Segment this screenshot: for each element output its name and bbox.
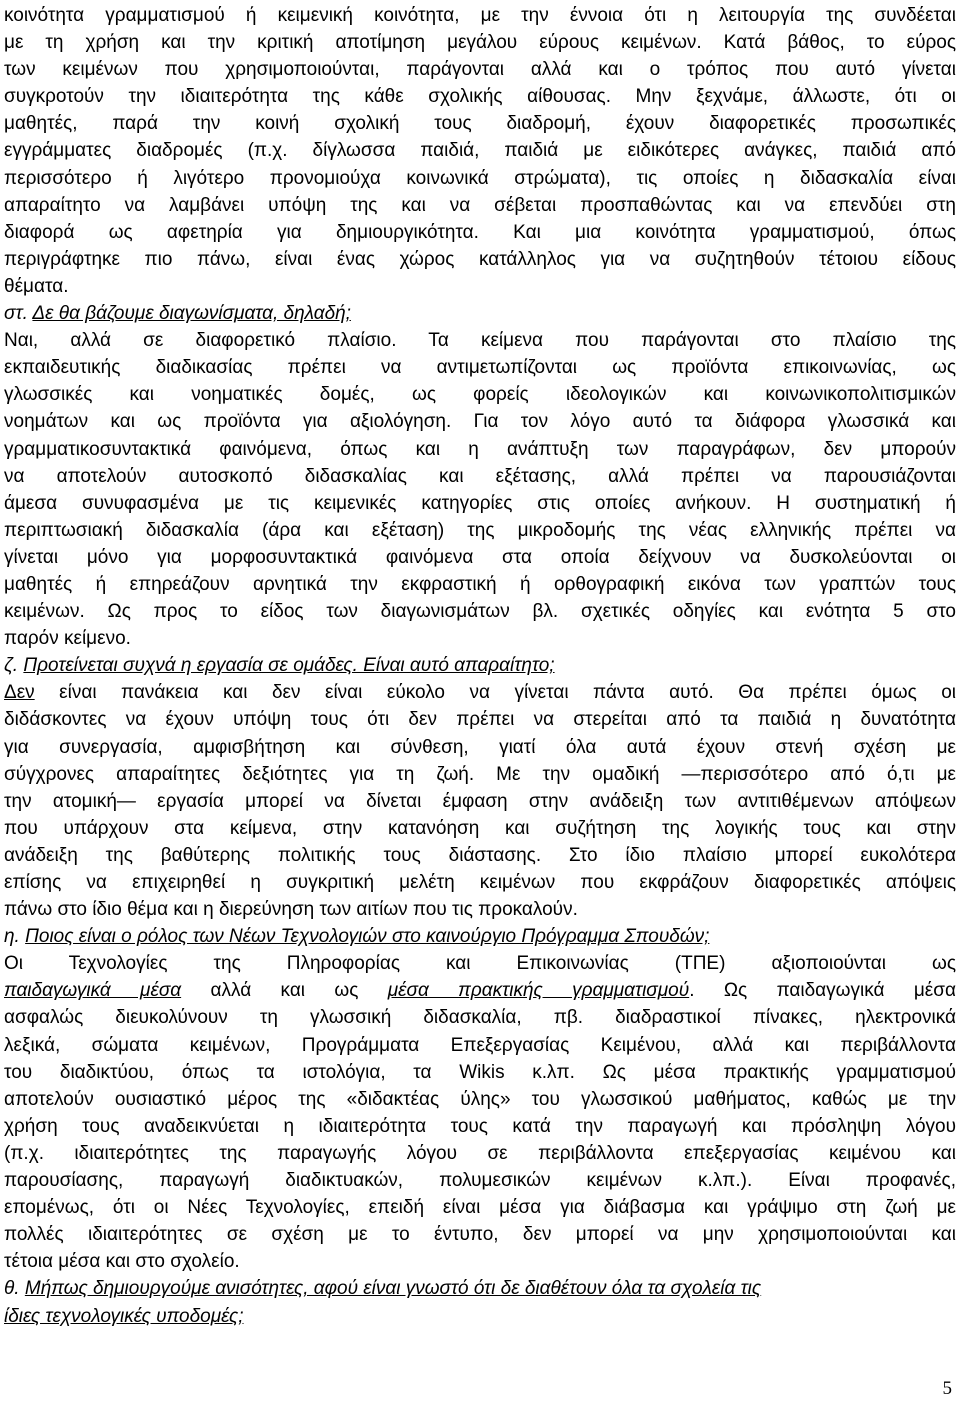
text-line: περισσότερο ή λιγότερο προνομιούχα κοινωνικά στρώματα), τις οποίες η διδασκαλία είναι — [4, 167, 956, 189]
section-label: η. — [4, 926, 20, 948]
text-line: ανάδειξη της βαθύτερης πολιτικής τους διάστασης. Στο ίδιο πλαίσιο μπορεί ευκολότερα — [4, 844, 956, 866]
text-line: με τη χρήση και την κριτική αποτίμηση μεγάλου εύρους κειμένων. Κατά βάθος, το εύρος — [4, 32, 956, 54]
section-label: στ. — [4, 303, 28, 325]
text-line: των κειμένων που χρησιμοποιούνται, παράγονται αλλά και ο τρόπος που αυτό γίνεται — [4, 59, 956, 81]
plain-text: αλλά και ως — [181, 980, 388, 1002]
section-heading-i — [4, 923, 956, 950]
text-line: άμεσα συνυφασμένα με τις κειμενικές κατηγορίες στις οποίες ανήκουν. Η συστηματική ή — [4, 492, 956, 514]
section-question: Δε θα βάζουμε διαγωνίσματα, δηλαδή; — [32, 303, 351, 325]
page-number: 5 — [942, 1378, 952, 1399]
text-line: θέματα. — [4, 275, 69, 297]
section-label: θ. — [4, 1278, 20, 1300]
text-line: γραμματικοσυντακτικά φαινόμενα, όπως και η ανάπτυξη των παραγράφων, δεν μπορούν — [4, 438, 956, 460]
section-question: Προτείνεται συχνά η εργασία σε ομάδες. Είναι αυτό απαραίτητο; — [23, 655, 555, 677]
section-heading-z — [4, 652, 956, 679]
section-heading-th-continued — [4, 1303, 956, 1330]
text-line — [4, 977, 956, 1004]
text-line: κοινότητα γραμματισμού ή κειμενική κοινότητα, με την έννοια ότι η λειτουργία της συνδέεται — [4, 5, 956, 26]
emphasis-text: μέσα πρακτικής γραμματισμού — [387, 980, 690, 1002]
text-line: επομένως, ότι οι Νέες Τεχνολογίες, επειδή είναι μέσα για διάβασμα και γράψιμο στη ζωή με — [4, 1197, 956, 1219]
text-line: να αποτελούν αυτοσκοπό διδασκαλίας και εξέτασης, αλλά πρέπει να παρουσιάζονται — [4, 465, 956, 487]
text-line: ασφαλώς διευκολύνουν τη γλωσσική διδασκαλία, πβ. διαδραστικοί πίνακες, ηλεκτρονικά — [4, 1007, 956, 1029]
section-heading-th — [4, 1275, 956, 1302]
text-line: πολλές ιδιαιτερότητες σε σχέση με το έντυπο, δεν μπορεί να μην χρησιμοποιούνται και — [4, 1224, 956, 1246]
text-line: γίνεται μόνο για μορφοσυντακτικά φαινόμενα στα οποία δείχνουν να δυσκολεύονται οι — [4, 546, 956, 568]
text-line — [4, 679, 956, 706]
text-line: που υπάρχουν στα κείμενα, στην κατανόηση και συζήτηση της λογικής τους και στην — [4, 817, 956, 839]
text-line: διαφορά ως αφετηρία για δημιουργικότητα. Και μια κοινότητα γραμματισμού, όπως — [4, 221, 956, 243]
text-line: του διαδικτύου, όπως τα ιστολόγια, τα Wikis κ.λπ. Ως μέσα πρακτικής γραμματισμού — [4, 1061, 956, 1083]
text-line: σύγχρονες απαραίτητες δεξιότητες για τη ζωή. Με την ομαδική —περισσότερο από ό,τι με — [4, 763, 956, 785]
text-line: περιγράφτηκε πιο πάνω, είναι ένας χώρος κατάλληλος για να συζητηθούν τέτοιου είδους — [4, 248, 956, 270]
section-heading-st — [4, 300, 956, 327]
text-line: εκπαιδευτικής διαδικασίας πρέπει να αντιμετωπίζονται ως προϊόντα επικοινωνίας, ως — [4, 357, 956, 379]
text-line: εγγράμματες διαδρομές (π.χ. δίγλωσσα παιδιά, παιδιά με ειδικότερες ανάγκες, παιδιά από — [4, 140, 956, 162]
text-line: παρόν κείμενο. — [4, 628, 131, 650]
text-line: χρήση τους αναδεικνύεται η ιδιαιτερότητα τους κατά την παραγωγή και πρόσληψη λόγου — [4, 1115, 956, 1137]
first-word: Δεν — [4, 682, 35, 704]
section-question: Ποιος είναι ο ρόλος των Νέων Τεχνολογιών στο καινούργιο Πρόγραμμα Σπουδών; — [25, 926, 710, 948]
text-line: συγκροτούν την ιδιαιτερότητα της κάθε σχολικής αίθουσας. Μην ξεχνάμε, άλλωστε, ότι οι — [4, 86, 956, 108]
text-line: πάνω στο ίδιο θέμα και η διερεύνηση των αιτίων που τις προκαλούν. — [4, 899, 578, 921]
text-line: αποτελούν ουσιαστικό μέρος της «διδακτέας ύλης» του γλωσσικού μαθήματος, καθώς με την — [4, 1088, 956, 1110]
text-line: Οι Τεχνολογίες της Πληροφορίας και Επικοινωνίας (ΤΠΕ) αξιοποιούνται ως — [4, 953, 956, 975]
section-question: Μήπως δημιουργούμε ανισότητες, αφού είναι γνωστό ότι δε διαθέτουν όλα τα σχολεία τις — [24, 1278, 762, 1300]
text-line: μαθητές ή επηρεάζουν αρνητικά την εκφραστική ή ορθογραφική εικόνα των γραπτών τους — [4, 573, 956, 595]
text-line: τέτοια μέσα και στο σχολείο. — [4, 1251, 240, 1273]
emphasis-text: παιδαγωγικά μέσα — [4, 980, 182, 1002]
text-line: λεξικά, σώματα κειμένων, Προγράμματα Επεξεργασίας Κειμένου, αλλά και περιβάλλοντα — [4, 1034, 956, 1056]
text-line: επίσης να επιχειρηθεί η συγκριτική μελέτη κειμένων που εκφράζουν διαφορετικές απόψεις — [4, 872, 956, 893]
text-line: Ναι, αλλά σε διαφορετικό πλαίσιο. Τα κείμενα που παράγονται στο πλαίσιο της — [4, 330, 956, 352]
section-question: ίδιες τεχνολογικές υποδομές; — [4, 1305, 244, 1327]
text-line: την ατομική— εργασία μπορεί να δίνεται έμφαση στην ανάδειξη των αντιτιθέμενων απόψεων — [4, 790, 956, 812]
text-line: (π.χ. ιδιαιτερότητες της παραγωγής λόγου σε περιβάλλοντα επεξεργασίας κειμένου και — [4, 1142, 956, 1164]
text-line: απαραίτητο να λαμβάνει υπόψη της και να σέβεται προσπαθώντας και να επενδύει στη — [4, 194, 956, 216]
body-text — [4, 2, 956, 1330]
text-line: διδάσκοντες να έχουν υπόψη τους ότι δεν πρέπει να στερείται από τα παιδιά η δυνατότητα — [4, 709, 956, 731]
text-line: κειμένων. Ως προς το είδος των διαγωνισμάτων βλ. σχετικές οδηγίες και ενότητα 5 στο — [4, 601, 956, 623]
text-line: για συνεργασία, αμφισβήτηση και σύνθεση, γιατί όλα αυτά έχουν στενή σχέση με — [4, 736, 956, 758]
text-line: νοημάτων και ως προϊόντα για αξιολόγηση. Για τον λόγο αυτό τα διάφορα γλωσσικά και — [4, 411, 956, 433]
text-line: μαθητές, παρά την κοινή σχολική τους διαδρομή, έχουν διαφορετικές προσωπικές — [4, 113, 956, 135]
section-label: ζ. — [4, 655, 19, 677]
line-rest: είναι πανάκεια και δεν είναι εύκολο να γίνεται πάντα αυτό. Θα πρέπει όμως οι — [34, 682, 956, 704]
text-line: περιπτωσιακή διδασκαλία (άρα και εξέταση) της μικροδομής της νέας ελληνικής πρέπει να — [4, 519, 956, 541]
text-line: γλωσσικές και νοηματικές δομές, ως φορείς ιδεολογικών και κοινωνικοπολιτισμικών — [4, 384, 956, 406]
plain-text: . Ως παιδαγωγικά μέσα — [689, 980, 956, 1002]
text-line: παρουσίασης, παραγωγή διαδικτυακών, πολυμεσικών κειμένων κ.λπ.). Είναι προφανές, — [4, 1170, 956, 1192]
